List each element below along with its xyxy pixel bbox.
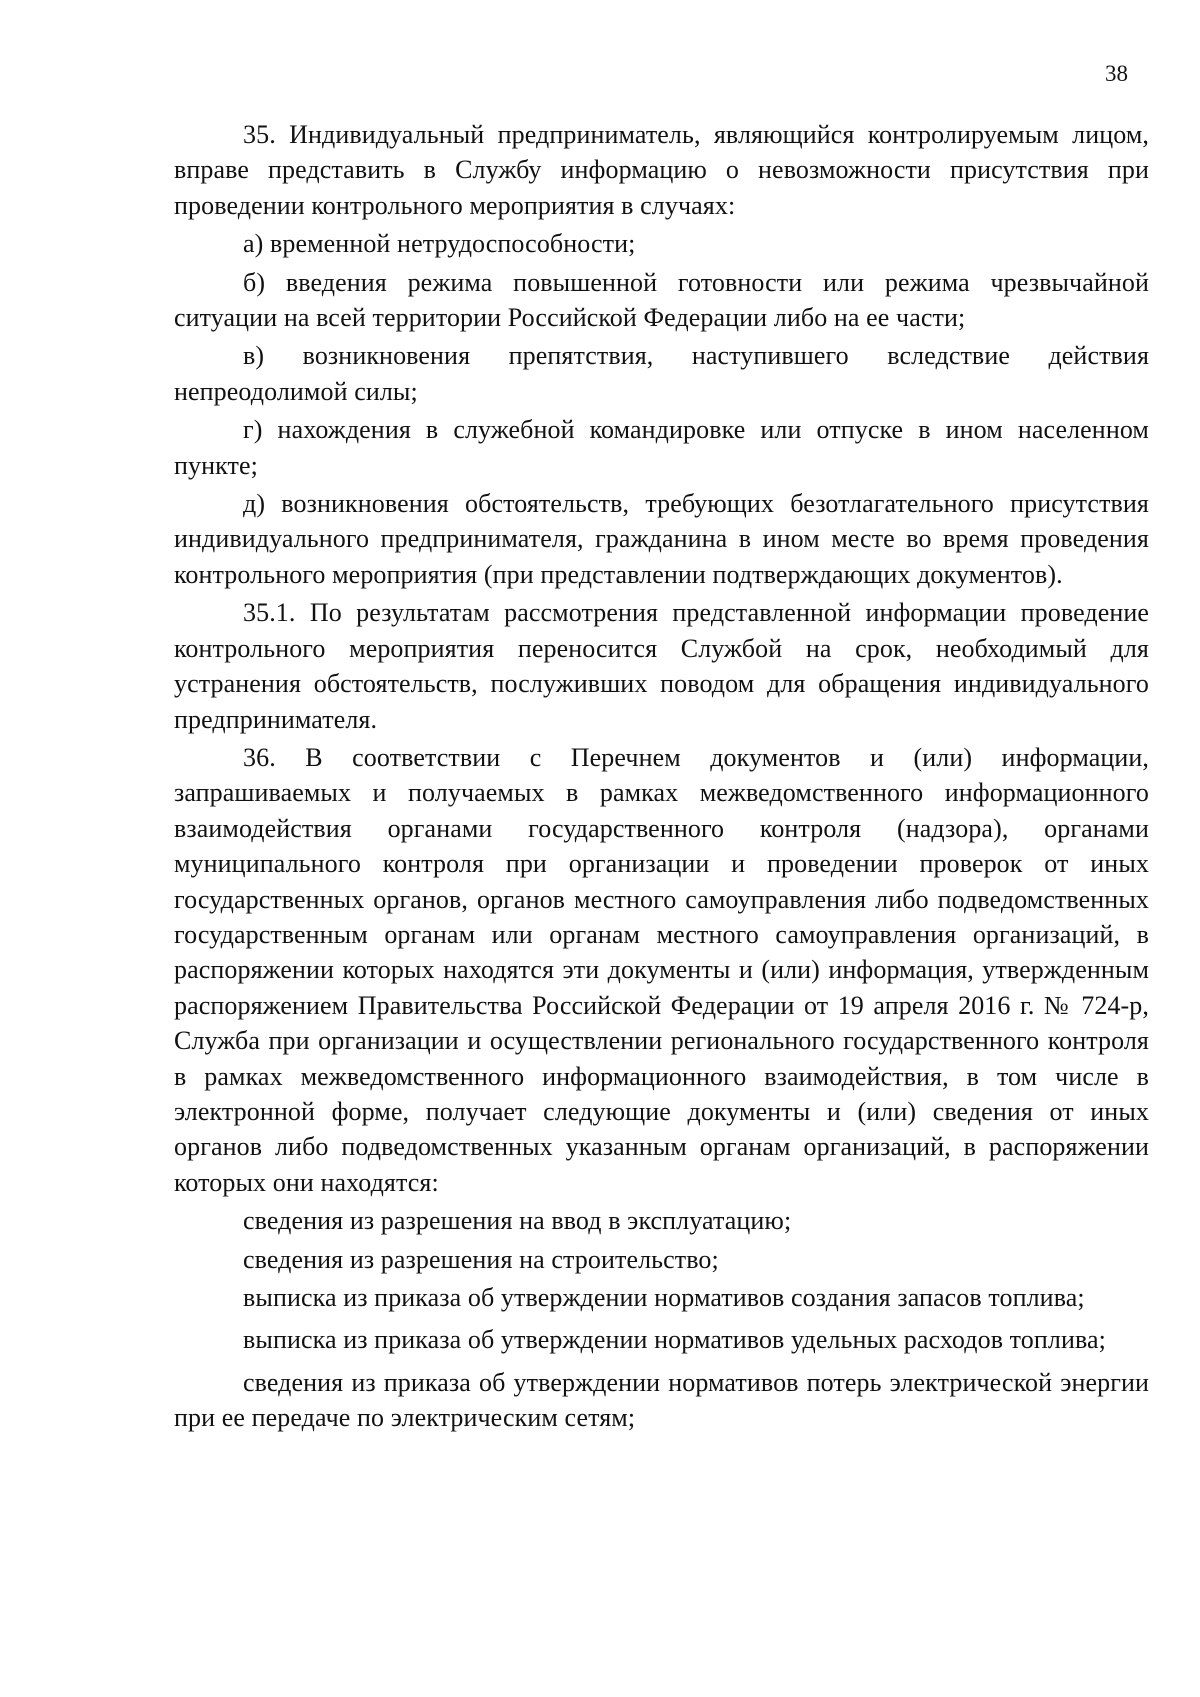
list-item-fuel-consumption-order: выписка из приказа об утверждении нормативов удельных расходов топлива;: [243, 1325, 1107, 1355]
paragraph-36: 36. В соответствии с Перечнем документов и (или) информации, запрашиваемых и получаемых в рамках межведомственного информационного взаимодействия органами государственного контроля (надзора), органами муниципального контроля при организации и проведении проверок от иных государственных органов, органов местного самоуправления либо подведомственных государственным органам или органам местного самоуправления организаций, в распоряжении которых находятся эти документы и (или) информация, утвержденным распоряжением Правительства Российской Федерации от 19 апреля 2016 г. № 724-р, Служба при организации и осуществлении регионального государственного контроля в рамках межведомственного информационного взаимодействия, в том числе в электронной форме, получает следующие документы и (или) сведения от иных органов либо подведомственных указанным органам организаций, в распоряжении которых они находятся:: [174, 742, 1149, 1197]
page-number: 38: [1105, 61, 1128, 86]
list-item-g: г) нахождения в служебной командировке или отпуске в ином населенном пункте;: [174, 415, 1149, 480]
document-body: [174, 117, 1149, 1436]
list-item-construction-permit: сведения из разрешения на строительство;: [243, 1244, 719, 1274]
list-item-a: а) временной нетрудоспособности;: [243, 229, 636, 259]
paragraph-35-1: 35.1. По результатам рассмотрения представленной информации проведение контрольного мероприятия переносится Службой на срок, необходимый для устранения обстоятельств, послуживших поводом для обращения индивидуального предпринимателя.: [174, 598, 1149, 734]
list-item-b: б) введения режима повышенной готовности или режима чрезвычайной ситуации на всей территории Российской Федерации либо на ее части;: [174, 267, 1149, 333]
list-item-d: д) возникновения обстоятельств, требующих безотлагательного присутствия индивидуального предпринимателя, гражданина в ином месте во время проведения контрольного мероприятия (при представлении подтверждающих документов).: [174, 489, 1149, 589]
list-item-v: в) возникновения препятствия, наступившего вследствие действия непреодолимой силы;: [174, 341, 1149, 406]
list-item-commissioning-permit: сведения из разрешения на ввод в эксплуатацию;: [243, 1206, 792, 1236]
paragraph-35: 35. Индивидуальный предприниматель, являющийся контролируемым лицом, вправе представить в Службу информацию о невозможности присутствия при проведении контрольного мероприятия в случаях:: [174, 120, 1149, 220]
list-item-energy-loss-order: сведения из приказа об утверждении нормативов потерь электрической энергии при ее передаче по электрическим сетям;: [174, 1367, 1149, 1433]
list-item-fuel-reserve-order: выписка из приказа об утверждении нормативов создания запасов топлива;: [243, 1283, 1085, 1312]
